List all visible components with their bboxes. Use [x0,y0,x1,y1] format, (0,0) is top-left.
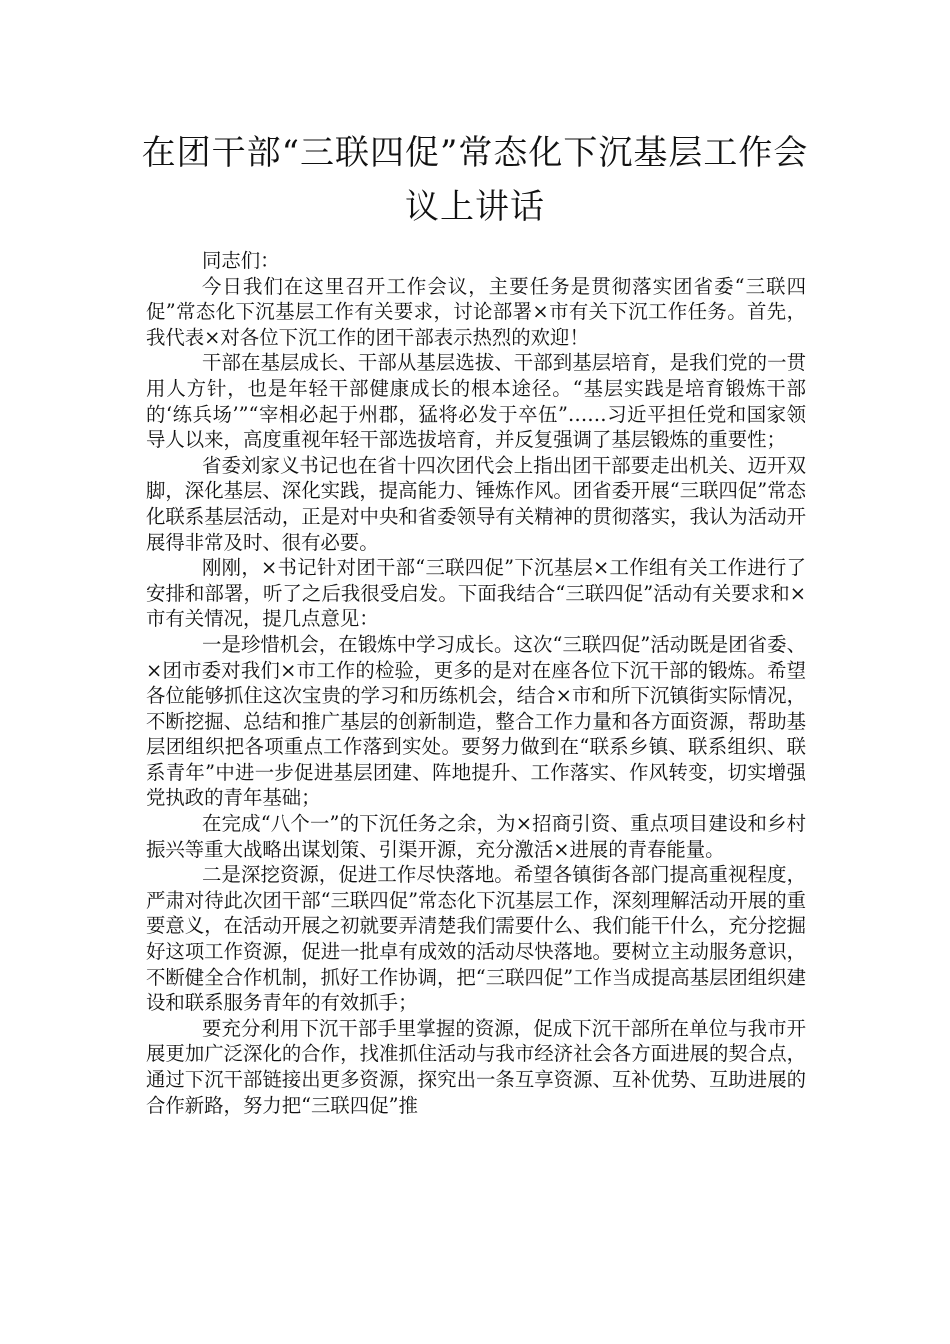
paragraph-2: 干部在基层成长、干部从基层选拔、干部到基层培育，是我们党的一贯用人方针，也是年轻干部健康成长的根本途径。“基层实践是培育锻炼干部的‘练兵场’”“宰相必起于州郡，猛将必发于卒伍”……习近平担任党和国家领导人以来，高度重视年轻干部选拔培育，并反复强调了基层锻炼的重要性； [146,351,806,452]
paragraph-5: 一是珍惜机会，在锻炼中学习成长。这次“三联四促”活动既是团省委、×团市委对我们×市工作的检验，更多的是对在座各位下沉干部的锻炼。希望各位能够抓住这次宝贵的学习和历练机会，结合×市和所下沉镇街实际情况，不断挖掘、总结和推广基层的创新制造，整合工作力量和各方面资源，帮助基层团组织把各项重点工作落到实处。要努力做到在“联系乡镇、联系组织、联系青年”中进一步促进基层团建、阵地提升、工作落实、作风转变，切实增强党执政的青年基础； [146,632,806,810]
paragraph-8: 要充分利用下沉干部手里掌握的资源，促成下沉干部所在单位与我市开展更加广泛深化的合作，找准抓住活动与我市经济社会各方面进展的契合点，通过下沉干部链接出更多资源，探究出一条互享资源、互补优势、互助进展的合作新路，努力把“三联四促”推 [146,1016,806,1117]
paragraph-3: 省委刘家义书记也在省十四次团代会上指出团干部要走出机关、迈开双脚，深化基层、深化实践，提高能力、锤炼作风。团省委开展“三联四促”常态化联系基层活动，正是对中央和省委领导有关精神的贯彻落实，我认为活动开展得非常及时、很有必要。 [146,453,806,554]
paragraph-1: 今日我们在这里召开工作会议，主要任务是贯彻落实团省委“三联四促”常态化下沉基层工作有关要求，讨论部署×市有关下沉工作任务。首先，我代表×对各位下沉工作的团干部表示热烈的欢迎！ [146,274,806,349]
document-body [146,248,806,1118]
paragraph-6: 在完成“八个一”的下沉任务之余，为×招商引资、重点项目建设和乡村振兴等重大战略出谋划策、引渠开源，充分激活×进展的青春能量。 [146,812,806,861]
paragraph-4: 刚刚，×书记针对团干部“三联四促”下沉基层×工作组有关工作进行了安排和部署，听了之后我很受启发。下面我结合“三联四促”活动有关要求和×市有关情况，提几点意见： [146,556,806,631]
document-title: 在团干部“三联四促”常态化下沉基层工作会议上讲话 [141,133,809,227]
paragraph-7: 二是深挖资源，促进工作尽快落地。希望各镇街各部门提高重视程度，严肃对待此次团干部“三联四促”常态化下沉基层工作，深刻理解活动开展的重要意义，在活动开展之初就要弄清楚我们需要什么、我们能干什么，充分挖掘好这项工作资源，促进一批卓有成效的活动尽快落地。要树立主动服务意识，不断健全合作机制，抓好工作协调，把“三联四促”工作当成提高基层团组织建设和联系服务青年的有效抓手； [146,863,806,1015]
salutation: 同志们： [202,249,280,272]
